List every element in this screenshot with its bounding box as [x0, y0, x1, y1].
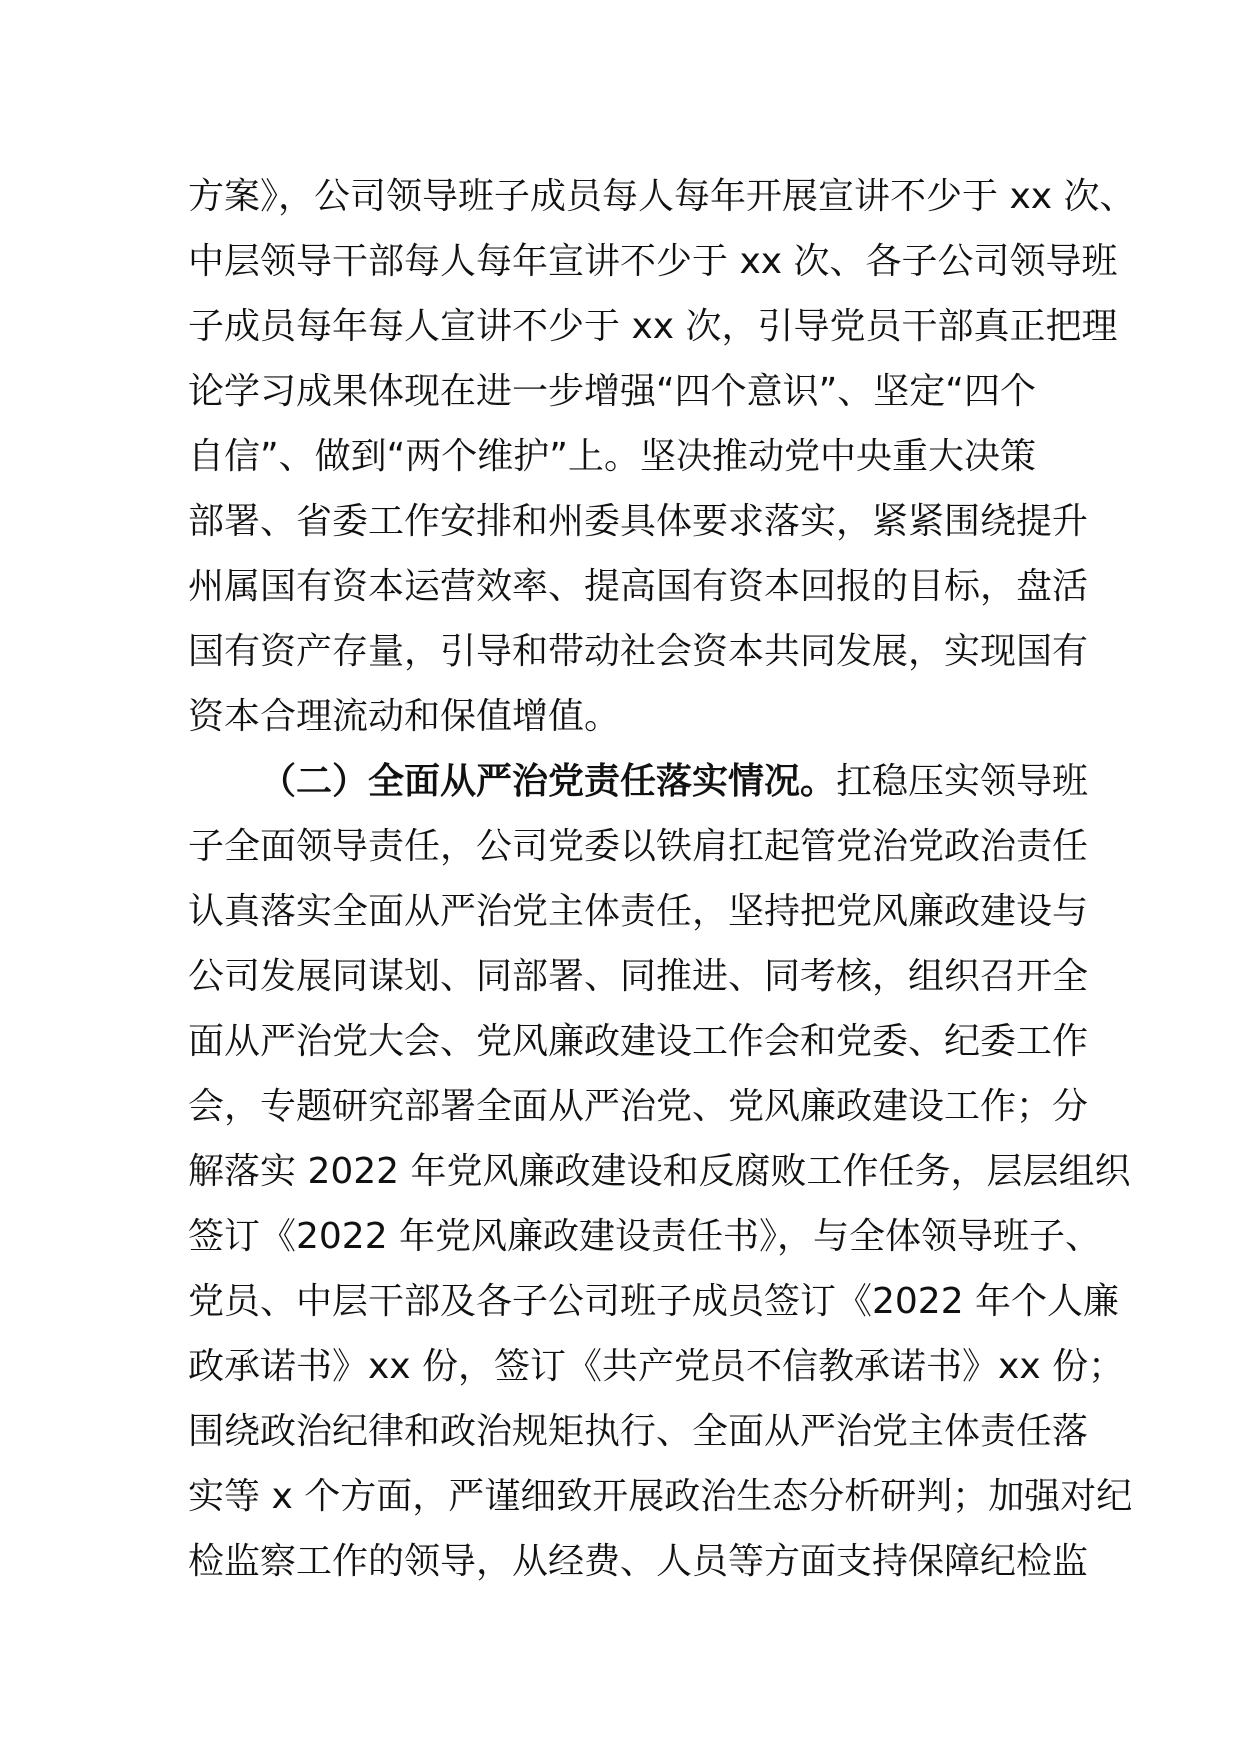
text-line: 解落实 2022 年党风廉政建设和反腐败工作任务，层层组织: [188, 1151, 1131, 1192]
text-line: 检监察工作的领导，从经费、人员等方面支持保障纪检监: [188, 1541, 1089, 1582]
text-line: 子成员每年每人宣讲不少于 xx 次，引导党员干部真正把理: [188, 306, 1118, 347]
text-line: 会，专题研究部署全面从严治党、党风廉政建设工作；分: [188, 1086, 1089, 1127]
text-line: 政承诺书》xx 份，签订《共产党员不信教承诺书》xx 份；: [188, 1346, 1125, 1387]
text-line: 国有资产存量，引导和带动社会资本共同发展，实现国有: [188, 631, 1089, 672]
text-line: 方案》，公司领导班子成员每人每年开展宣讲不少于 xx 次、: [188, 176, 1136, 217]
text-run: 扛稳压实领导班: [836, 761, 1089, 802]
text-line: 围绕政治纪律和政治规矩执行、全面从严治党主体责任落: [188, 1411, 1089, 1452]
paragraph-1: [188, 164, 1136, 749]
paragraph-2: [188, 749, 1133, 1594]
text-line: 部署、省委工作安排和州委具体要求落实，紧紧围绕提升: [188, 501, 1089, 542]
text-line: 签订《2022 年党风廉政建设责任书》，与全体领导班子、: [188, 1216, 1102, 1257]
text-line-first: [188, 749, 1089, 814]
text-line: 公司发展同谋划、同部署、同推进、同考核，组织召开全: [188, 956, 1089, 997]
text-line: 子全面领导责任，公司党委以铁肩扛起管党治党政治责任: [188, 826, 1089, 867]
text-line: 认真落实全面从严治党主体责任，坚持把党风廉政建设与: [188, 891, 1089, 932]
text-line: 面从严治党大会、党风廉政建设工作会和党委、纪委工作: [188, 1021, 1089, 1062]
section-heading: （二）全面从严治党责任落实情况。: [260, 761, 837, 802]
text-line: 实等 x 个方面，严谨细致开展政治生态分析研判；加强对纪: [188, 1476, 1133, 1517]
text-line: 中层领导干部每人每年宣讲不少于 xx 次、各子公司领导班: [188, 241, 1118, 282]
text-line: 论学习成果体现在进一步增强“四个意识”、坚定“四个: [188, 371, 1036, 412]
text-line: 州属国有资本运营效率、提高国有资本回报的目标，盘活: [188, 566, 1089, 607]
document-body: [188, 164, 1136, 1594]
text-line: 资本合理流动和保值增值。: [188, 696, 621, 737]
text-line: 党员、中层干部及各子公司班子成员签订《2022 年个人廉: [188, 1281, 1120, 1322]
text-line: 自信”、做到“两个维护”上。坚决推动党中央重大决策: [188, 436, 1036, 477]
